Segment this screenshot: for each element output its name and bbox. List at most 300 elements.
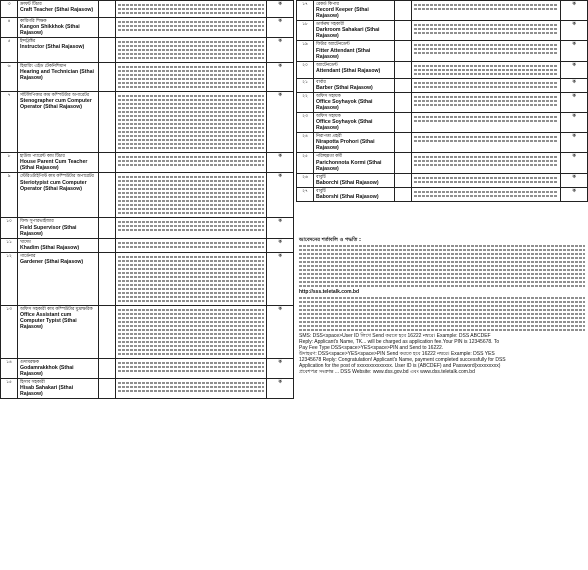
serial-cell: ৭: [1, 92, 18, 153]
sms-line: SMS: DSS<space>User ID লিখে Send করতে হবে 16222 নম্বরে। Example: DSS ABCDEF: [299, 333, 491, 340]
post-name-cell: [314, 1, 395, 21]
post-name-english: Record Keeper (Sthai Rajasow): [316, 7, 369, 20]
post-name-bangla: অফিস সহায়ক: [316, 93, 341, 99]
text-line: [299, 313, 585, 315]
text-line: [118, 123, 264, 125]
post-name-english: Field Supervisor (Sthai Rajasow): [20, 224, 77, 237]
post-name-bangla: সাঁটলিপিকার কাম কম্পিউটার অপারেটর: [20, 93, 90, 99]
post-name-english: Fitter Attendant (Sthai Rajasow): [316, 47, 371, 60]
post-name-english: Hearing and Technician (Sthai Rajasow): [20, 69, 94, 82]
post-name-english: Gardener (Sthai Rajasow): [20, 259, 84, 266]
text-line: [118, 111, 264, 113]
post-row: [1, 218, 294, 238]
post-row: [1, 252, 294, 305]
left-posts-table: [0, 0, 294, 399]
instructions-block: [296, 238, 588, 375]
post-row: [1, 305, 294, 358]
post-name-cell: [18, 379, 99, 399]
text-line: [118, 337, 264, 339]
grade-cell: ক: [267, 38, 294, 63]
text-line: [118, 362, 264, 364]
qualification-cell: [412, 133, 561, 153]
text-line: [118, 160, 264, 162]
text-line: [118, 107, 264, 109]
post-name-cell: [18, 218, 99, 238]
post-row: [1, 18, 294, 38]
post-count-cell: [99, 379, 116, 399]
text-line: [118, 229, 264, 231]
post-row: [1, 379, 294, 399]
text-line: [118, 300, 264, 302]
text-line: [414, 100, 558, 102]
text-line: [299, 329, 585, 331]
text-line: [118, 25, 264, 27]
text-line: [118, 353, 264, 355]
post-count-cell: [395, 173, 412, 187]
post-name-bangla: গার্ডেনার: [20, 253, 36, 259]
serial-cell: ২১: [297, 78, 314, 92]
text-line: [118, 57, 264, 59]
post-name-cell: [314, 133, 395, 153]
text-line: [118, 53, 264, 55]
post-row: [297, 21, 588, 41]
text-line: [299, 277, 585, 279]
text-line: [118, 349, 264, 351]
qualification-cell: [412, 153, 561, 173]
post-name-english: Attendant (Sthai Rajasow): [316, 67, 381, 74]
post-name-cell: [18, 305, 99, 358]
post-row: [297, 78, 588, 92]
post-row: [297, 133, 588, 153]
post-name-cell: [18, 18, 99, 38]
post-name-english: Darkroom Sahakari (Sthai Rajasow): [316, 27, 380, 40]
text-line: [118, 370, 264, 372]
text-line: [299, 265, 585, 267]
text-line: [118, 41, 264, 43]
serial-cell: ১৪: [1, 358, 18, 378]
qualification-cell: [412, 1, 561, 21]
text-line: [414, 181, 558, 183]
post-name-bangla: ফিটার অ্যাটেনডেন্ট: [316, 42, 350, 48]
post-count-cell: [99, 38, 116, 63]
text-line: [118, 164, 264, 166]
post-count-cell: [395, 92, 412, 112]
serial-cell: ১০: [1, 218, 18, 238]
post-name-cell: [18, 92, 99, 153]
text-line: [414, 73, 558, 75]
sms-line: প্রবেশপত্র সংক্রান্ত ... DSS Website: www.dss.gov.bd এবং www.dss.teletalk.com.bd: [299, 369, 475, 376]
post-name-english: Godamrakkhok (Sthai Rajasow): [20, 365, 74, 378]
post-name-english: Parichonnota Kormi (Sthai Rajasow): [316, 159, 382, 172]
qualification-cell: [116, 63, 267, 92]
qualification-cell: [116, 358, 267, 378]
text-line: [118, 119, 264, 121]
post-count-cell: [395, 153, 412, 173]
post-name-bangla: অফিস সহকারী কাম কম্পিউটার মুদ্রাক্ষরিক: [20, 306, 93, 312]
text-line: [118, 127, 264, 129]
post-name-bangla: অ্যাটেনডেন্ট: [316, 62, 338, 68]
text-line: [118, 309, 264, 311]
post-name-english: Craft Teacher (Sthai Rajasow): [20, 7, 94, 14]
post-name-bangla: স্টেরিওটাইপিস্ট কাম কম্পিউটার অপারেটর: [20, 174, 94, 180]
qualification-cell: [412, 61, 561, 78]
grade-cell: ক: [561, 173, 588, 187]
text-line: [118, 280, 264, 282]
serial-cell: ১৩: [1, 305, 18, 358]
serial-cell: ২৩: [297, 113, 314, 133]
text-line: [118, 390, 264, 392]
grade-cell: ক: [267, 18, 294, 38]
qualification-cell: [116, 238, 267, 252]
text-line: [118, 317, 264, 319]
grade-cell: ক: [561, 21, 588, 41]
post-row: [297, 173, 588, 187]
qualification-cell: [412, 113, 561, 133]
post-name-bangla: ফিল্ড সুপারভাইজার: [20, 219, 54, 225]
post-name-bangla: বার্বার: [316, 79, 326, 85]
serial-cell: ২৪: [297, 133, 314, 153]
text-line: [118, 95, 264, 97]
grade-cell: ক: [561, 153, 588, 173]
post-name-bangla: ডার্করুম সহকারী: [316, 22, 345, 28]
text-line: [118, 135, 264, 137]
text-line: [414, 69, 558, 71]
post-name-english: Office Assistant cum Computer Typist (Sthai Rajasow): [20, 312, 77, 331]
left-posts-body: [1, 1, 294, 399]
text-line: [414, 177, 558, 179]
post-name-bangla: ক্রাফট টিচার: [20, 2, 42, 7]
text-line: [118, 242, 264, 244]
post-row: [1, 153, 294, 173]
grade-cell: ক: [267, 63, 294, 92]
text-line: [118, 115, 264, 117]
text-line: [118, 366, 264, 368]
qualification-cell: [116, 38, 267, 63]
qualification-cell: [116, 18, 267, 38]
post-count-cell: [99, 153, 116, 173]
sms-line: Reply: Applicant's Name, TK... will be charged as application fee.Your PIN is 12345678. To: [299, 339, 500, 346]
text-line: [414, 4, 558, 6]
post-row: [297, 41, 588, 61]
post-name-bangla: রেকর্ড কিপার: [316, 2, 339, 7]
post-row: [1, 63, 294, 92]
text-line: [118, 313, 264, 315]
text-line: [118, 66, 264, 68]
post-name-bangla: ইন্সট্রাক্টর: [20, 39, 36, 45]
text-line: [414, 116, 558, 118]
text-line: [299, 305, 585, 307]
grade-cell: ক: [267, 238, 294, 252]
post-row: [1, 358, 294, 378]
post-name-english: Steriotypist cum Computer Operator (Sthai Rajasow): [20, 179, 87, 192]
post-count-cell: [99, 218, 116, 238]
text-line: [118, 325, 264, 327]
grade-cell: ক: [267, 252, 294, 305]
post-count-cell: [395, 1, 412, 21]
grade-cell: ক: [267, 173, 294, 218]
text-line: [299, 321, 585, 323]
text-line: [118, 276, 264, 278]
text-line: [414, 8, 558, 10]
text-line: [299, 317, 585, 319]
post-count-cell: [99, 305, 116, 358]
text-line: [118, 345, 264, 347]
serial-cell: ৫: [1, 38, 18, 63]
post-count-cell: [99, 358, 116, 378]
text-line: [118, 386, 264, 388]
grade-cell: ক: [267, 1, 294, 18]
text-line: [299, 325, 585, 327]
text-line: [118, 184, 264, 186]
text-line: [118, 131, 264, 133]
post-name-english: Khadim (Sthai Rajasow): [20, 244, 80, 251]
grade-cell: ক: [267, 218, 294, 238]
post-name-cell: [314, 21, 395, 41]
text-line: [414, 32, 558, 34]
post-name-bangla: গুদামরক্ষক: [20, 359, 39, 365]
qualification-cell: [412, 92, 561, 112]
text-line: [118, 99, 264, 101]
post-count-cell: [99, 92, 116, 153]
post-name-english: Barber (Sthai Rajasow): [316, 84, 373, 91]
text-line: [414, 120, 558, 122]
text-line: [299, 245, 585, 247]
grade-cell: ক: [561, 61, 588, 78]
text-line: [118, 86, 264, 88]
serial-cell: ১৫: [1, 379, 18, 399]
sms-line: উদাহরণ: DSS<space>YES<space>PIN Send করতে হবে 16222 নম্বরে। Example: DSS YES: [299, 351, 495, 358]
qualification-cell: [116, 218, 267, 238]
sms-line: Pay Fee Type DSS<space>YES<space>PIN and Send to 16222.: [299, 345, 444, 352]
serial-cell: ২৫: [297, 153, 314, 173]
post-name-english: Baborshi (Sthai Rajasow): [316, 194, 379, 201]
text-line: [118, 321, 264, 323]
serial-cell: ২০: [297, 61, 314, 78]
post-name-bangla: হিয়ারিং এইড টেকনিশিয়ান: [20, 64, 67, 70]
text-line: [299, 269, 585, 271]
text-line: [118, 288, 264, 290]
text-line: [118, 4, 264, 6]
post-row: [1, 238, 294, 252]
text-line: [118, 49, 264, 51]
qualification-cell: [412, 41, 561, 61]
post-name-english: House Parent Cum Teacher (Sthai Rajasow): [20, 159, 88, 172]
post-name-bangla: পরিচ্ছন্নতা কর্মী: [316, 154, 343, 160]
text-line: [299, 249, 585, 251]
qualification-cell: [116, 305, 267, 358]
grade-cell: ক: [267, 153, 294, 173]
post-count-cell: [395, 187, 412, 201]
text-line: [414, 164, 558, 166]
post-name-english: Stenographer cum Computer Operator (Sthai Rajasow): [20, 98, 92, 111]
grade-cell: ক: [561, 133, 588, 153]
text-line: [118, 29, 264, 31]
text-line: [118, 78, 264, 80]
serial-cell: ১৮: [297, 21, 314, 41]
application-url[interactable]: http://sss.teletalk.com.bd: [299, 289, 360, 296]
post-name-cell: [314, 187, 395, 201]
text-line: [118, 82, 264, 84]
serial-cell: ১১: [1, 238, 18, 252]
post-name-bangla: কারিগরি শিক্ষক: [20, 19, 47, 24]
text-line: [299, 309, 585, 311]
post-row: [1, 38, 294, 63]
post-name-cell: [314, 61, 395, 78]
qualification-cell: [116, 92, 267, 153]
post-name-bangla: খাদেম: [20, 239, 31, 245]
post-row: [297, 61, 588, 78]
post-count-cell: [99, 173, 116, 218]
post-name-bangla: নিরাপত্তা প্রহরী: [316, 134, 342, 140]
post-count-cell: [395, 41, 412, 61]
text-line: [118, 180, 264, 182]
text-line: [118, 143, 264, 145]
text-line: [118, 292, 264, 294]
post-row: [297, 92, 588, 112]
post-row: [297, 187, 588, 201]
post-name-cell: [314, 153, 395, 173]
post-name-english: Nirapotta Prohori (Sthai Rajasow): [316, 139, 375, 152]
text-line: [118, 208, 264, 210]
text-line: [414, 28, 558, 30]
post-count-cell: [395, 113, 412, 133]
post-name-bangla: বাবুর্চি: [316, 188, 326, 194]
text-line: [118, 329, 264, 331]
text-line: [118, 147, 264, 149]
qualification-cell: [116, 153, 267, 173]
post-name-cell: [314, 92, 395, 112]
serial-cell: ১২: [1, 252, 18, 305]
grade-cell: ক: [561, 187, 588, 201]
text-line: [118, 204, 264, 206]
qualification-cell: [412, 21, 561, 41]
text-line: [118, 333, 264, 335]
text-line: [118, 264, 264, 266]
qualification-cell: [412, 187, 561, 201]
right-posts-table: [296, 0, 588, 202]
text-line: [414, 136, 558, 138]
text-line: [118, 212, 264, 214]
text-line: [414, 24, 558, 26]
post-count-cell: [99, 238, 116, 252]
text-line: [118, 200, 264, 202]
post-name-cell: [18, 63, 99, 92]
post-name-english: Hisab Sahakari (Sthai Rajasow): [20, 385, 74, 398]
text-line: [118, 284, 264, 286]
grade-cell: ক: [267, 92, 294, 153]
post-row: [297, 113, 588, 133]
serial-cell: ৮: [1, 153, 18, 173]
text-line: [118, 45, 264, 47]
post-name-bangla: অফিস সহায়ক: [316, 114, 341, 120]
text-line: [118, 103, 264, 105]
text-line: [118, 296, 264, 298]
post-name-cell: [18, 173, 99, 218]
text-line: [118, 74, 264, 76]
post-count-cell: [99, 252, 116, 305]
text-line: [299, 301, 585, 303]
text-line: [414, 96, 558, 98]
text-line: [118, 12, 264, 14]
grade-cell: ক: [267, 379, 294, 399]
post-name-english: Office Soyhayok (Sthai Rajasow): [316, 119, 373, 132]
post-name-cell: [314, 113, 395, 133]
right-column: [296, 0, 588, 570]
text-line: [299, 285, 585, 287]
post-name-english: Kangon Shikkhok (Sthai Rajasow): [20, 24, 80, 37]
post-name-english: Instructor (Sthai Rajasow): [20, 44, 85, 51]
post-name-english: Office Soyhayok (Sthai Rajasow): [316, 99, 373, 112]
text-line: [414, 82, 558, 84]
grade-cell: ক: [561, 92, 588, 112]
post-name-english: Baborchi (Sthai Rajasow): [316, 179, 379, 186]
post-name-bangla: বাবুর্চি: [316, 174, 326, 180]
text-line: [414, 86, 558, 88]
serial-cell: ৬: [1, 63, 18, 92]
serial-cell: ৯: [1, 173, 18, 218]
text-line: [118, 225, 264, 227]
serial-cell: ২৬: [297, 173, 314, 187]
post-count-cell: [395, 78, 412, 92]
post-count-cell: [395, 61, 412, 78]
text-line: [118, 268, 264, 270]
qualification-cell: [116, 252, 267, 305]
qualification-cell: [116, 1, 267, 18]
qualification-cell: [116, 379, 267, 399]
text-line: [118, 176, 264, 178]
serial-cell: ২৭: [297, 187, 314, 201]
qualification-cell: [412, 173, 561, 187]
sms-instructions: [299, 333, 585, 375]
right-posts-body: [297, 1, 588, 202]
text-line: [414, 195, 558, 197]
text-line: [299, 253, 585, 255]
grade-cell: ক: [561, 78, 588, 92]
text-line: [118, 221, 264, 223]
post-count-cell: [99, 18, 116, 38]
post-name-cell: [18, 252, 99, 305]
post-count-cell: [395, 133, 412, 153]
text-line: [414, 104, 558, 106]
text-line: [414, 156, 558, 158]
grade-cell: ক: [561, 41, 588, 61]
post-name-cell: [18, 153, 99, 173]
post-row: [297, 1, 588, 21]
post-row: [1, 173, 294, 218]
text-line: [414, 160, 558, 162]
post-name-cell: [18, 1, 99, 18]
post-name-bangla: হাউজ প্যারেন্ট কাম টিচার: [20, 154, 65, 160]
serial-cell: ৩: [1, 1, 18, 18]
sms-line: Application for the post of xxxxxxxxxxxxxx. User ID is (ABCDEF) and Password(xxxxxxxxx): [299, 363, 501, 370]
text-line: [299, 297, 585, 299]
post-name-cell: [314, 78, 395, 92]
text-line: [299, 281, 585, 283]
post-name-cell: [314, 173, 395, 187]
text-line: [414, 44, 558, 46]
grade-cell: ক: [267, 305, 294, 358]
text-line: [118, 8, 264, 10]
serial-cell: ২২: [297, 92, 314, 112]
post-name-cell: [18, 358, 99, 378]
qualification-cell: [412, 78, 561, 92]
text-line: [118, 260, 264, 262]
qualification-cell: [116, 173, 267, 218]
serial-cell: ১৯: [297, 41, 314, 61]
text-line: [414, 48, 558, 50]
text-line: [118, 70, 264, 72]
post-count-cell: [99, 1, 116, 18]
